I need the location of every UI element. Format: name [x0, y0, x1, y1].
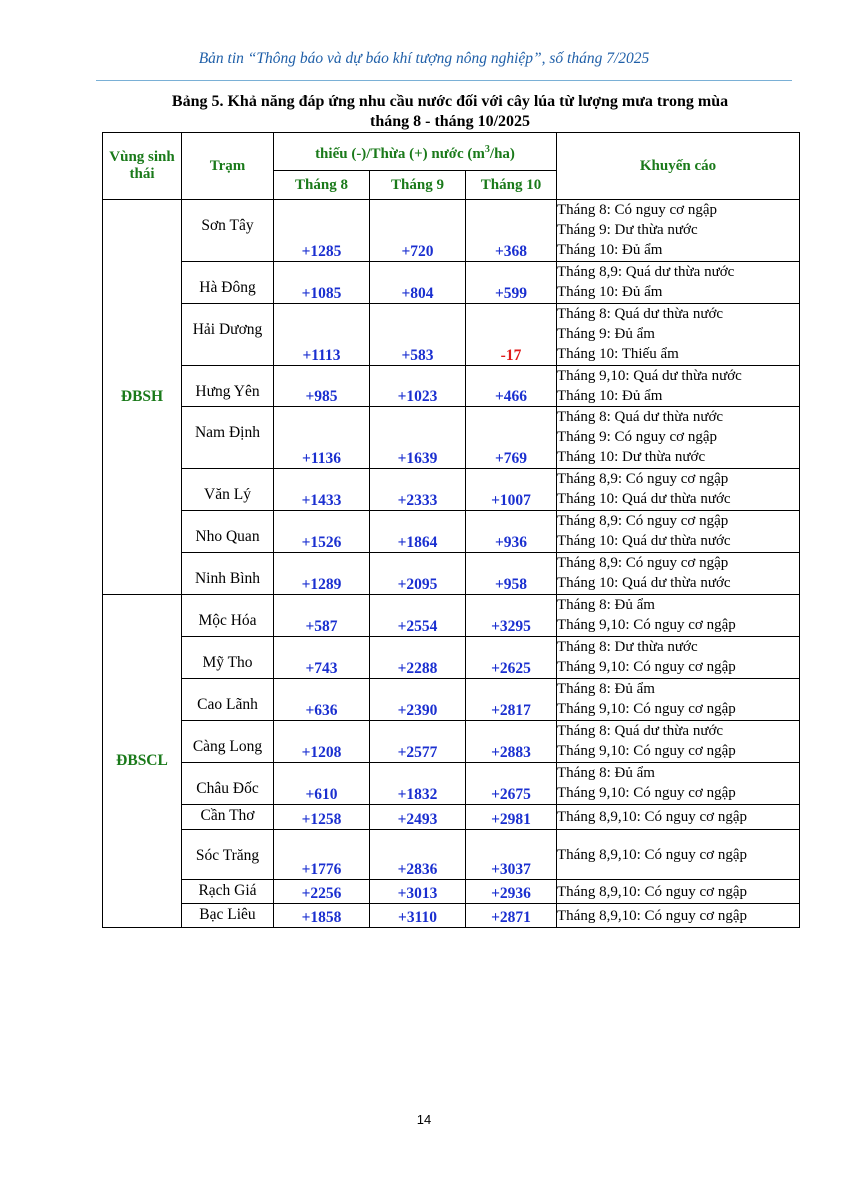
advice-line: Tháng 10: Dư thừa nước	[557, 449, 706, 465]
advice-line: Tháng 9,10: Có nguy cơ ngập	[557, 743, 736, 759]
station-name: Nam Định	[194, 424, 260, 441]
value-m10: +769	[466, 407, 557, 469]
advice-line: Tháng 10: Đủ ẩm	[557, 284, 663, 300]
value-m8: +1258	[274, 805, 370, 830]
table-row	[103, 721, 800, 763]
value-m9: +2333	[370, 469, 466, 511]
station-cell	[182, 880, 274, 904]
table-title-line-2: tháng 8 - tháng 10/2025	[369, 113, 531, 130]
value-m10: +2936	[466, 880, 557, 904]
column-header-month10: Tháng 10	[466, 171, 557, 200]
station-name: Nho Quan	[195, 528, 260, 545]
value-m10: +958	[466, 553, 557, 595]
advice-cell	[557, 304, 800, 366]
value-m9: +2836	[370, 830, 466, 880]
table-row	[103, 200, 800, 262]
table-title	[100, 92, 800, 132]
value-m10: -17	[466, 304, 557, 366]
value-m8: +1433	[274, 469, 370, 511]
station-name: Rạch Giá	[198, 882, 257, 899]
table-row	[103, 904, 800, 928]
advice-line: Tháng 8,9,10: Có nguy cơ ngập	[557, 809, 747, 825]
value-m9: +2095	[370, 553, 466, 595]
value-m8: +1085	[274, 262, 370, 304]
water-balance-table	[102, 132, 800, 928]
value-m10: +3295	[466, 595, 557, 637]
station-name: Văn Lý	[204, 486, 251, 503]
advice-line: Tháng 8: Có nguy cơ ngập	[557, 202, 717, 218]
advice-cell	[557, 595, 800, 637]
value-m8: +985	[274, 366, 370, 407]
advice-line: Tháng 8,9,10: Có nguy cơ ngập	[557, 883, 747, 900]
advice-cell	[557, 721, 800, 763]
value-m10: +1007	[466, 469, 557, 511]
value-m9: +2288	[370, 637, 466, 679]
station-cell	[182, 200, 274, 262]
advice-line: Tháng 8: Quá dư thừa nước	[557, 409, 724, 425]
value-m9: +1023	[370, 366, 466, 407]
station-cell	[182, 469, 274, 511]
advice-line: Tháng 10: Đủ ẩm	[557, 242, 663, 258]
advice-cell	[557, 407, 800, 469]
station-cell	[182, 595, 274, 637]
column-header-region: Vùng sinh thái	[103, 133, 182, 200]
table-row	[103, 407, 800, 469]
value-m9: +1639	[370, 407, 466, 469]
value-m10: +2981	[466, 805, 557, 830]
advice-line: Tháng 10: Đủ ẩm	[557, 388, 663, 404]
advice-line: Tháng 8,9,10: Có nguy cơ ngập	[557, 846, 747, 863]
station-name: Mộc Hóa	[198, 612, 257, 629]
table-row	[103, 511, 800, 553]
value-m8: +1285	[274, 200, 370, 262]
value-m10: +368	[466, 200, 557, 262]
value-m8: +587	[274, 595, 370, 637]
value-m10: +466	[466, 366, 557, 407]
station-name: Cao Lãnh	[197, 696, 258, 713]
advice-line: Tháng 8,9,10: Có nguy cơ ngập	[557, 907, 747, 924]
value-m10: +2675	[466, 763, 557, 805]
table-row	[103, 679, 800, 721]
station-cell	[182, 830, 274, 880]
table-row	[103, 830, 800, 880]
table-row	[103, 262, 800, 304]
deficit-label-sup: 3	[484, 143, 490, 155]
advice-line: Tháng 8: Quá dư thừa nước	[557, 306, 724, 322]
station-name: Hà Đông	[199, 279, 256, 296]
value-m9: +3013	[370, 880, 466, 904]
column-header-month8: Tháng 8	[274, 171, 370, 200]
advice-cell	[557, 469, 800, 511]
column-header-deficit	[274, 133, 557, 171]
value-m8: +743	[274, 637, 370, 679]
advice-line: Tháng 8: Dư thừa nước	[557, 639, 698, 655]
header-divider	[96, 80, 792, 81]
advice-line: Tháng 10: Thiếu ẩm	[557, 346, 679, 362]
advice-line: Tháng 8: Đủ ẩm	[557, 597, 655, 613]
station-cell	[182, 763, 274, 805]
value-m8: +1526	[274, 511, 370, 553]
station-cell	[182, 262, 274, 304]
station-name: Hải Dương	[192, 321, 263, 338]
value-m8: +1858	[274, 904, 370, 928]
value-m10: +936	[466, 511, 557, 553]
value-m9: +2577	[370, 721, 466, 763]
station-name: Châu Đốc	[196, 780, 259, 797]
station-cell	[182, 721, 274, 763]
value-m10: +2625	[466, 637, 557, 679]
advice-line: Tháng 10: Quá dư thừa nước	[557, 491, 731, 507]
advice-line: Tháng 9,10: Quá dư thừa nước	[557, 368, 742, 384]
advice-line: Tháng 8: Đủ ẩm	[557, 765, 655, 781]
station-cell	[182, 904, 274, 928]
advice-line: Tháng 9: Có nguy cơ ngập	[557, 429, 717, 445]
value-m8: +610	[274, 763, 370, 805]
table-title-line-1: Bảng 5. Khả năng đáp ứng nhu cầu nước đối với cây lúa từ lượng mưa trong mùa	[171, 93, 729, 110]
station-name: Càng Long	[192, 738, 263, 755]
station-name: Sóc Trăng	[195, 847, 260, 864]
value-m8: +1136	[274, 407, 370, 469]
region-cell: ĐBSCL	[103, 595, 182, 928]
value-m9: +583	[370, 304, 466, 366]
advice-line: Tháng 9,10: Có nguy cơ ngập	[557, 617, 736, 633]
table-row	[103, 595, 800, 637]
region-cell: ĐBSH	[103, 200, 182, 595]
value-m9: +1832	[370, 763, 466, 805]
value-m8: +1208	[274, 721, 370, 763]
value-m8: +2256	[274, 880, 370, 904]
advice-line: Tháng 9: Dư thừa nước	[557, 222, 698, 238]
value-m9: +2493	[370, 805, 466, 830]
column-header-month9: Tháng 9	[370, 171, 466, 200]
page-number: 14	[416, 1112, 432, 1127]
station-cell	[182, 553, 274, 595]
value-m10: +599	[466, 262, 557, 304]
advice-line: Tháng 9,10: Có nguy cơ ngập	[557, 659, 736, 675]
station-name: Hưng Yên	[195, 383, 260, 400]
column-header-advice: Khuyến cáo	[557, 133, 800, 200]
station-cell	[182, 304, 274, 366]
advice-line: Tháng 10: Quá dư thừa nước	[557, 533, 731, 549]
value-m9: +804	[370, 262, 466, 304]
value-m10: +2871	[466, 904, 557, 928]
advice-line: Tháng 10: Quá dư thừa nước	[557, 575, 731, 591]
table-row	[103, 637, 800, 679]
value-m9: +2554	[370, 595, 466, 637]
table-row	[103, 304, 800, 366]
table-row	[103, 469, 800, 511]
advice-line: Tháng 9,10: Có nguy cơ ngập	[557, 701, 736, 717]
advice-line: Tháng 9: Đủ ẩm	[557, 326, 655, 342]
station-name: Cần Thơ	[200, 807, 255, 824]
table-body	[103, 200, 800, 928]
value-m8: +1776	[274, 830, 370, 880]
table-row	[103, 880, 800, 904]
advice-cell	[557, 262, 800, 304]
advice-cell	[557, 366, 800, 407]
value-m9: +2390	[370, 679, 466, 721]
column-header-station: Trạm	[182, 133, 274, 200]
value-m10: +2883	[466, 721, 557, 763]
value-m9: +1864	[370, 511, 466, 553]
advice-cell	[557, 904, 800, 928]
advice-cell	[557, 830, 800, 880]
advice-line: Tháng 8: Đủ ẩm	[557, 681, 655, 697]
bulletin-header: Bản tin “Thông báo và dự báo khí tượng nông nghiệp”, số tháng 7/2025	[198, 50, 650, 67]
station-cell	[182, 407, 274, 469]
advice-cell	[557, 553, 800, 595]
advice-cell	[557, 679, 800, 721]
advice-cell	[557, 637, 800, 679]
value-m9: +3110	[370, 904, 466, 928]
station-name: Bạc Liêu	[199, 906, 256, 923]
advice-cell	[557, 805, 800, 830]
table-row	[103, 805, 800, 830]
value-m10: +3037	[466, 830, 557, 880]
station-name: Ninh Bình	[194, 570, 261, 587]
advice-line: Tháng 8,9: Có nguy cơ ngập	[557, 513, 729, 529]
advice-line: Tháng 8: Quá dư thừa nước	[557, 723, 724, 739]
table-row	[103, 553, 800, 595]
station-cell	[182, 511, 274, 553]
advice-line: Tháng 8,9: Quá dư thừa nước	[557, 264, 735, 280]
table-row	[103, 763, 800, 805]
deficit-label-suffix: /ha)	[489, 145, 515, 162]
station-cell	[182, 366, 274, 407]
value-m8: +1113	[274, 304, 370, 366]
advice-cell	[557, 200, 800, 262]
advice-line: Tháng 9,10: Có nguy cơ ngập	[557, 785, 736, 801]
value-m10: +2817	[466, 679, 557, 721]
station-cell	[182, 637, 274, 679]
station-name: Mỹ Tho	[202, 654, 253, 671]
advice-line: Tháng 8,9: Có nguy cơ ngập	[557, 471, 729, 487]
advice-cell	[557, 880, 800, 904]
station-cell	[182, 805, 274, 830]
value-m8: +636	[274, 679, 370, 721]
station-cell	[182, 679, 274, 721]
value-m9: +720	[370, 200, 466, 262]
station-name: Sơn Tây	[201, 217, 254, 234]
table-row	[103, 366, 800, 407]
advice-line: Tháng 8,9: Có nguy cơ ngập	[557, 555, 729, 571]
value-m8: +1289	[274, 553, 370, 595]
deficit-label-prefix: thiếu (-)/Thừa (+) nước (m	[315, 145, 485, 162]
advice-cell	[557, 763, 800, 805]
advice-cell	[557, 511, 800, 553]
